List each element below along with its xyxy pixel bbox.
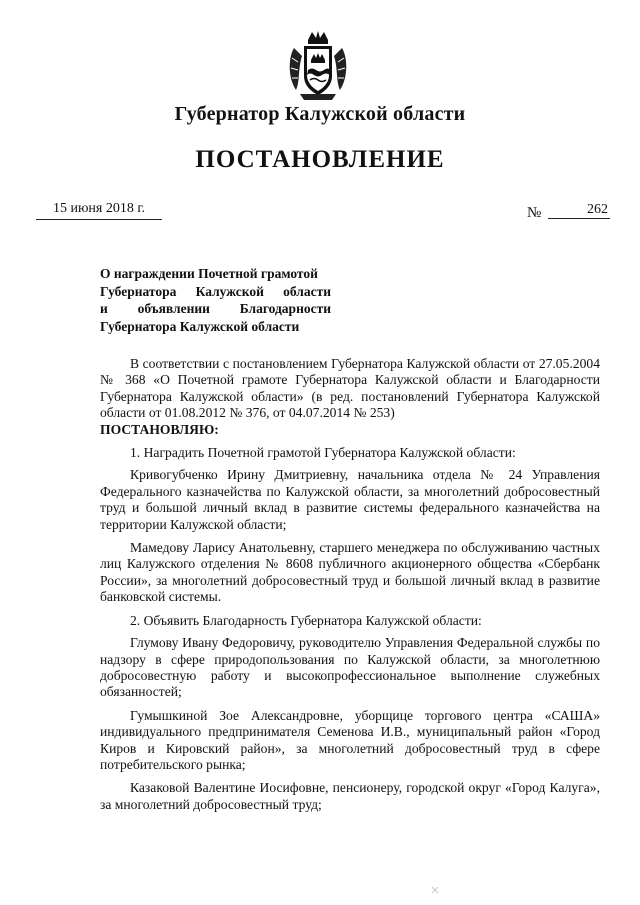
item2-person2: Гумышкиной Зое Александровне, уборщице торгового центра «САША» индивидуального предпринимателя Семенова И.В., муниципальный район «Город Киров и Кировский район», за многолетний добросовестный труд в сфере потребительского рынка; xyxy=(100,707,600,772)
number-label: № xyxy=(527,205,542,221)
preamble-text: В соответствии с постановлением Губернатора Калужской области от 27.05.2004 № 368 «О Почетной грамоте Губернатора Калужской области и Благодарности Губернатора Калужской области» (в ред. постановлений Губернатора Калужской области от 01.08.2012 № 376, от 04.07.2014 № 253) xyxy=(100,356,600,421)
decree-word: ПОСТАНОВЛЯЮ: xyxy=(100,421,219,437)
document-body xyxy=(100,356,600,820)
item1-person2: Мамедову Ларису Анатольевну, старшего менеджера по обслуживанию частных лиц Калужского отделения № 8608 публичного акционерного общества «Сбербанк России», за многолетний добросовестный труд и большой личный вклад в развитие банковской системы. xyxy=(100,540,600,605)
document-subject xyxy=(100,265,331,335)
item2-person3: Казаковой Валентине Иосифовне, пенсионеру, городской округ «Город Калуга», за многолетний добросовестный труд; xyxy=(100,780,600,812)
item2-heading: 2. Объявить Благодарность Губернатора Калужской области: xyxy=(130,612,482,628)
subject-line: и объявлении Благодарности xyxy=(100,301,331,316)
document-type: ПОСТАНОВЛЕНИЕ xyxy=(195,146,445,173)
preamble-paragraph xyxy=(100,356,600,422)
issuing-authority: Губернатор Калужской области xyxy=(174,103,466,125)
item2-person1: Глумову Ивану Федоровичу, руководителю Управления Федеральной службы по надзору в сфере природопользования по Калужской области, за многолетнюю добросовестную работу и высокопрофессиональное выполнение служебных обязанностей; xyxy=(100,635,600,700)
subject-line: О награждении Почетной грамотой xyxy=(100,266,318,281)
document-number: 262 xyxy=(548,202,610,219)
scan-mark-icon xyxy=(430,885,440,895)
kaluga-coat-of-arms-icon xyxy=(286,28,350,102)
item1-heading: 1. Наградить Почетной грамотой Губернатора Калужской области: xyxy=(130,445,516,461)
document-date: 15 июня 2018 г. xyxy=(36,201,162,220)
subject-line: Губернатора Калужской области xyxy=(100,283,331,299)
decree-paragraph xyxy=(100,422,600,438)
item1-person1: Кривогубченко Ирину Дмитриевну, начальника отдела № 24 Управления Федерального казначейства по Калужской области, за многолетний добросовестный труд и большой личный вклад в развитие системы федерального казначейства на территории Калужской области; xyxy=(100,467,600,532)
subject-line: Губернатора Калужской области xyxy=(100,318,300,334)
